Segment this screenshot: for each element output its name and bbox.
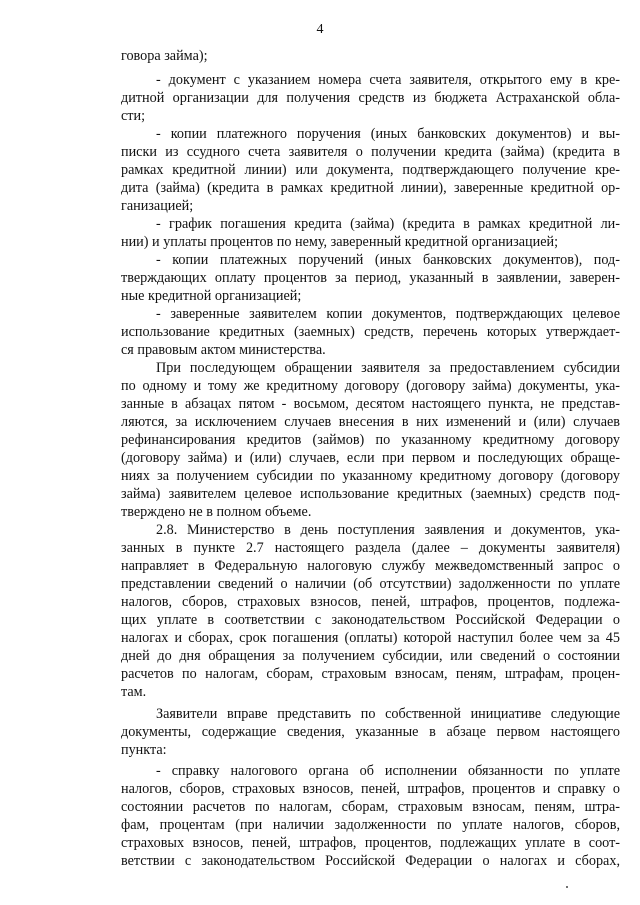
- text-line: писки из ссудного счета заявителя о получении кредита (займа) (кредита в: [121, 144, 620, 160]
- page-number: 4: [316, 22, 324, 37]
- text-line: - график погашения кредита (займа) (кредита в рамках кредитной ли-: [156, 216, 620, 232]
- text-line: налогах и сборах, срок погашения (оплаты) которой наступил более чем за 45: [121, 630, 620, 646]
- text-line: расчетов по налогам, сборам, страховым взносам, пеням, штрафам, процен-: [121, 666, 620, 682]
- text-line: по одному и тому же кредитному договору (договору займа) документы, ука-: [121, 378, 620, 394]
- text-line: нии) и уплаты процентов по нему, заверенный кредитной организацией;: [121, 234, 559, 250]
- text-line: ниях за получением субсидии по указанному кредитному договору (договору: [121, 468, 620, 484]
- text-line: ляются, за исключением случаев внесения в них изменений и (или) случаев: [121, 414, 620, 430]
- text-line: рефинансирования кредитов (займов) по указанному кредитному договору: [121, 432, 620, 448]
- text-line: дитной организации для получения средств из бюджета Астраханской обла-: [121, 90, 620, 106]
- text-line: - копии платежного поручения (иных банковских документов) и вы-: [156, 126, 620, 142]
- text-line: налогов, сборов, страховых взносов, пеней, штрафов, процентов и справку о: [121, 781, 620, 797]
- text-line: дней до дня обращения за получением субсидии, или сведений о состоянии: [121, 648, 620, 664]
- text-line: ганизацией;: [121, 198, 194, 214]
- text-line: ные кредитной организацией;: [121, 288, 302, 304]
- text-line: направляет в Федеральную налоговую службу межведомственный запрос о: [121, 558, 620, 574]
- text-line: страховых взносов, пеней, штрафов, процентов, подлежащих уплате в соот-: [121, 835, 620, 851]
- scan-speck: [566, 886, 568, 888]
- text-line: занные в абзацах пятом - восьмом, десятом настоящего пункта, не представ-: [121, 396, 620, 412]
- text-line: дита (займа) (кредита в рамках кредитной линии), заверенные кредитной ор-: [121, 180, 620, 196]
- text-line: рамках кредитной линии) или документа, подтверждающего получение кре-: [121, 162, 620, 178]
- text-line: занных в пункте 2.7 настоящего раздела (далее – документы заявителя): [121, 540, 620, 556]
- text-line: использование кредитных (заемных) средств, перечень которых утверждает-: [121, 324, 620, 340]
- text-line: состоянии расчетов по налогам, сборам, страховым взносам, пеням, штра-: [121, 799, 620, 815]
- text-line: займа) заявителем целевое использование кредитных (заемных) средств под-: [121, 486, 620, 502]
- text-line: там.: [121, 684, 147, 700]
- text-line: документы, содержащие сведения, указанные в абзаце первом настоящего: [121, 724, 620, 740]
- text-line: налогов, сборов, страховых взносов, пеней, штрафов, процентов, подлежа-: [121, 594, 620, 610]
- text-line: - заверенные заявителем копии документов, подтверждающих целевое: [156, 306, 620, 322]
- text-line: (договору займа) и (или) случаев, если при первом и последующих обраще-: [121, 450, 620, 466]
- text-line: 2.8. Министерство в день поступления заявления и документов, ука-: [156, 522, 620, 538]
- text-line: сти;: [121, 108, 146, 124]
- text-line: При последующем обращении заявителя за предоставлением субсидии: [156, 360, 620, 376]
- text-line: тверждено не в полном объеме.: [121, 504, 312, 520]
- text-line: пункта:: [121, 742, 167, 758]
- text-line: ся правовым актом министерства.: [121, 342, 326, 358]
- text-line: говора займа);: [121, 48, 208, 64]
- text-line: ветствии с законодательством Российской Федерации о налогах и сборах,: [121, 853, 620, 869]
- text-line: щих уплате в соответствии с законодательством Российской Федерации о: [121, 612, 620, 628]
- text-line: - копии платежных поручений (иных банковских документов), под-: [156, 252, 620, 268]
- text-line: Заявители вправе представить по собственной инициативе следующие: [156, 706, 620, 722]
- text-line: фам, процентам (при наличии задолженности по уплате налогов, сборов,: [121, 817, 620, 833]
- text-line: - документ с указанием номера счета заявителя, открытого ему в кре-: [156, 72, 620, 88]
- text-line: тверждающих оплату процентов за период, указанный в заявлении, заверен-: [121, 270, 620, 286]
- text-line: представлении сведений о наличии (об отсутствии) задолженности по уплате: [121, 576, 620, 592]
- text-line: - справку налогового органа об исполнении обязанности по уплате: [156, 763, 620, 779]
